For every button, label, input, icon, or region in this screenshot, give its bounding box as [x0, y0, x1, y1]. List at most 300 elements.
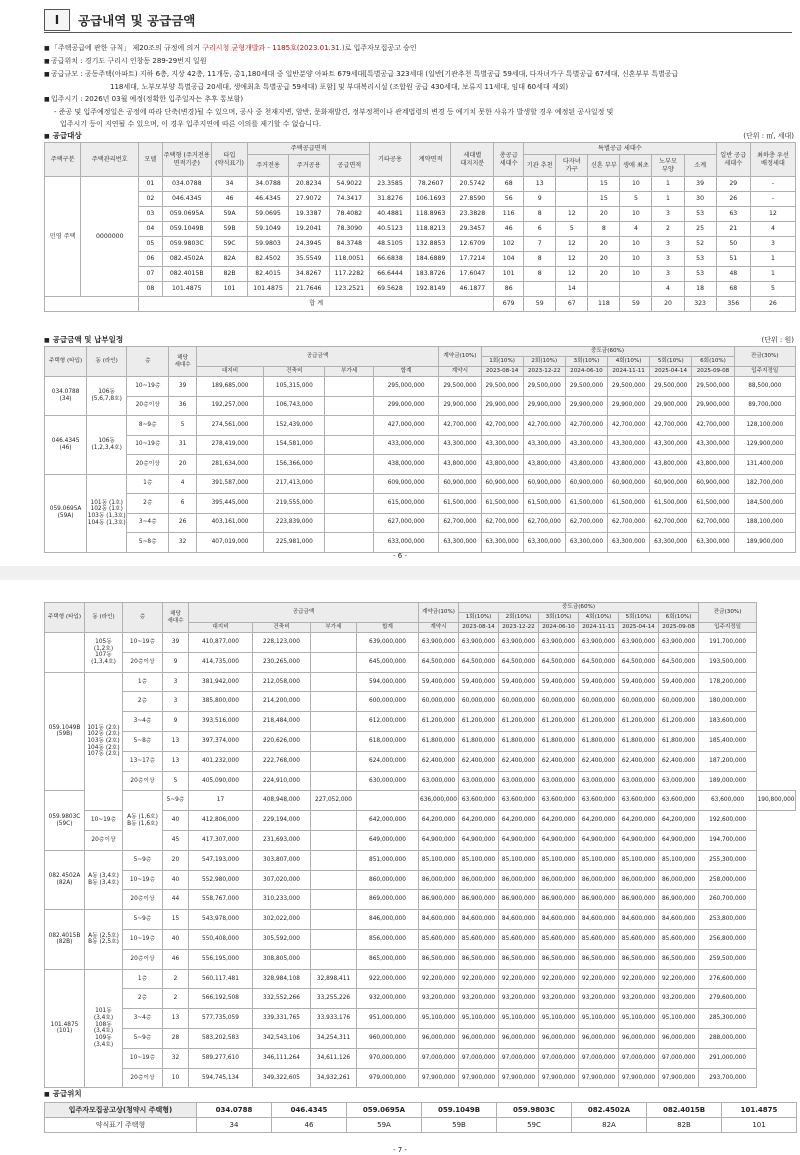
table-cell: [588, 282, 620, 297]
table-cell: 23.3828: [451, 207, 494, 222]
table-cell: 3: [652, 267, 684, 282]
table-cell: 93,200,000: [579, 989, 619, 1009]
col-header: 계약금(10%): [419, 603, 459, 623]
table-cell: 96,000,000: [459, 1028, 499, 1048]
table-cell: 034.0788: [197, 1103, 272, 1118]
table-cell: [311, 751, 357, 771]
table-cell: 61,800,000: [459, 731, 499, 751]
row-header: 입주자모집공고상(청약시 주택형): [45, 1103, 197, 1118]
table-cell: 50: [716, 237, 750, 252]
table-cell: 059.9803C: [497, 1103, 572, 1118]
note-location: ■공급위치 : 경기도 구리시 인창동 289-29번지 일원: [44, 55, 796, 68]
note-move-in: ■입주시기 : 2026년 03월 예정(정확한 입주일자는 추후 통보함): [44, 93, 796, 106]
table-cell: 393,516,000: [189, 712, 253, 732]
dong-cell: A동 (3,4호) B동 (3,4호): [85, 850, 123, 909]
table-cell: 5: [750, 282, 795, 297]
table-cell: 42,700,000: [565, 416, 607, 436]
table-cell: 34,932,261: [311, 1068, 357, 1088]
table-cell: 15: [588, 177, 620, 192]
table-cell: 61,200,000: [459, 712, 499, 732]
table-cell: 86,000,000: [619, 870, 659, 890]
unit-type-cell: 046.4345 (46): [45, 416, 87, 475]
table-cell: 1층: [123, 969, 163, 989]
table-cell: 7: [524, 237, 556, 252]
table-cell: 92,200,000: [499, 969, 539, 989]
table-cell: 64,900,000: [659, 830, 699, 850]
table-cell: 1: [750, 252, 795, 267]
table-cell: 02: [139, 192, 163, 207]
unit-type-cell: [45, 633, 85, 673]
table-cell: 10: [620, 177, 652, 192]
table-cell: 62,700,000: [481, 513, 523, 533]
table-cell: 8: [524, 252, 556, 267]
table-cell: 92,200,000: [419, 969, 459, 989]
table-cell: 19.2041: [288, 222, 329, 237]
table-cell: [311, 949, 357, 969]
table-cell: 86,900,000: [659, 890, 699, 910]
col-header: 주택공급면적: [248, 143, 370, 155]
table-cell: 92,200,000: [579, 969, 619, 989]
table-cell: 96,000,000: [539, 1028, 579, 1048]
table-row: [45, 252, 796, 267]
table-cell: 63,300,000: [439, 533, 481, 553]
table-cell: 93,200,000: [659, 989, 699, 1009]
table-cell: 59A: [211, 207, 247, 222]
table-cell: 307,020,000: [253, 870, 311, 890]
note-approval: ■「주택공급에 관한 규칙」 제20조의 규정에 의거 구리시청 균형개발과 - 1185호(2023.01.31.)로 입주자모집공고 승인: [44, 42, 796, 55]
table-row: [45, 222, 796, 237]
table-cell: 385,800,000: [189, 692, 253, 712]
table-row: [45, 377, 796, 397]
table-cell: 2: [163, 969, 189, 989]
table-cell: 63,900,000: [659, 633, 699, 653]
table-cell: 860,000,000: [357, 870, 419, 890]
table-cell: 21: [716, 222, 750, 237]
table-cell: 63,600,000: [659, 791, 699, 811]
table-cell: 85,600,000: [539, 929, 579, 949]
table-cell: 550,408,000: [189, 929, 253, 949]
table-cell: 43,300,000: [650, 435, 692, 455]
table-cell: 61,800,000: [539, 731, 579, 751]
table-cell: 63,300,000: [523, 533, 565, 553]
table-cell: [311, 771, 357, 791]
table-cell: 278,419,000: [196, 435, 263, 455]
table-cell: 45: [163, 830, 189, 850]
supply-subtitle: ■ 공급대상: [44, 131, 82, 140]
table-cell: [325, 513, 374, 533]
table-cell: 5~9층: [163, 791, 189, 811]
table-cell: 86,900,000: [499, 890, 539, 910]
table-cell: 63,000,000: [579, 771, 619, 791]
table-cell: 59,400,000: [659, 672, 699, 692]
table-cell: 64,200,000: [659, 811, 699, 831]
table-cell: 618,000,000: [357, 731, 419, 751]
table-cell: 856,000,000: [357, 929, 419, 949]
table-cell: 5: [169, 416, 196, 436]
table-cell: 63,000,000: [419, 771, 459, 791]
table-cell: 230,265,000: [253, 652, 311, 672]
table-cell: 260,700,000: [699, 890, 757, 910]
table-cell: 299,000,000: [373, 396, 438, 416]
table-cell: 187,200,000: [699, 751, 757, 771]
table-cell: 86,000,000: [419, 870, 459, 890]
table-cell: 84,600,000: [419, 910, 459, 930]
col-header: 주거전용: [248, 155, 289, 177]
table-cell: 97,900,000: [539, 1068, 579, 1088]
table-cell: 97,000,000: [619, 1048, 659, 1068]
table-cell: 59.0695: [248, 207, 289, 222]
table-cell: 979,000,000: [357, 1068, 419, 1088]
table-cell: 188,100,000: [734, 513, 795, 533]
table-cell: 61,200,000: [499, 712, 539, 732]
table-cell: 332,552,266: [253, 989, 311, 1009]
table-cell: 3~4층: [127, 513, 169, 533]
col-header: 3회(10%): [565, 357, 607, 367]
table-cell: 64,200,000: [419, 811, 459, 831]
table-cell: 63,300,000: [650, 533, 692, 553]
table-cell: 3~4층: [123, 712, 163, 732]
table-cell: 560,117,481: [189, 969, 253, 989]
table-cell: 60,900,000: [650, 474, 692, 494]
table-cell: 32: [163, 1048, 189, 1068]
table-cell: 84.3748: [329, 237, 370, 252]
table-cell: 62,700,000: [650, 513, 692, 533]
table-cell: 86,500,000: [459, 949, 499, 969]
dong-cell: A동 (2,5호) B동 (2,5호): [85, 910, 123, 969]
table-cell: 48.5105: [370, 237, 411, 252]
table-cell: 20.8234: [288, 177, 329, 192]
table-cell: 46: [211, 192, 247, 207]
table-cell: [311, 633, 357, 653]
table-cell: 43,300,000: [481, 435, 523, 455]
table-cell: 97,000,000: [539, 1048, 579, 1068]
table-cell: 31: [169, 435, 196, 455]
table-cell: 42,700,000: [523, 416, 565, 436]
table-cell: 9: [163, 652, 189, 672]
bullet-icon: ■: [44, 58, 50, 65]
table-cell: 2층: [123, 692, 163, 712]
table-cell: 43,800,000: [439, 455, 481, 475]
col-header: 부가세: [311, 623, 357, 633]
table-cell: 95,100,000: [419, 1009, 459, 1029]
table-cell: 06: [139, 252, 163, 267]
note-move-in-detail: - 준공 및 입주예정일은 공정에 따라 단축(변경)될 수 있으며, 공사 중 천재지변, 암반, 문화재발견, 정부정책이나 관계법령의 변경 등 예기치 못한 사유가 발생할 경우 예정된 공사일정 및: [54, 108, 614, 116]
table-cell: -: [750, 192, 795, 207]
table-row: [45, 672, 796, 692]
table-cell: 61,500,000: [565, 494, 607, 514]
table-cell: 97,900,000: [579, 1068, 619, 1088]
table-cell: 29: [716, 177, 750, 192]
table-cell: 082.4015B: [162, 267, 211, 282]
table-cell: 27.8590: [451, 192, 494, 207]
table-cell: 34.8267: [288, 267, 329, 282]
table-cell: 20: [588, 252, 620, 267]
table-cell: 84,600,000: [539, 910, 579, 930]
table-row: [45, 435, 796, 455]
table-cell: 8~9층: [127, 416, 169, 436]
table-row: [45, 751, 796, 771]
table-cell: 96,000,000: [619, 1028, 659, 1048]
table-cell: 381,942,000: [189, 672, 253, 692]
table-cell: 960,000,000: [357, 1028, 419, 1048]
table-cell: 97,000,000: [419, 1048, 459, 1068]
table-cell: 29,500,000: [650, 377, 692, 397]
table-cell: 85,100,000: [459, 850, 499, 870]
table-cell: 395,445,000: [196, 494, 263, 514]
table-cell: 218,484,000: [253, 712, 311, 732]
table-cell: 59,400,000: [539, 672, 579, 692]
table-cell: 20: [588, 207, 620, 222]
table-cell: 189,000,000: [699, 771, 757, 791]
table-cell: 66.6444: [370, 267, 411, 282]
table-cell: 101.4875: [722, 1103, 797, 1118]
unit-type-cell: 082.4502A (82A): [45, 850, 85, 909]
table-cell: 61,200,000: [539, 712, 579, 732]
table-cell: 97,900,000: [499, 1068, 539, 1088]
table-cell: 01: [139, 177, 163, 192]
table-cell: 95,100,000: [539, 1009, 579, 1029]
table-cell: 43,300,000: [692, 435, 734, 455]
table-cell: [311, 830, 357, 850]
total-cell: 323: [684, 297, 716, 312]
table-cell: 03: [139, 207, 163, 222]
table-cell: 86,900,000: [539, 890, 579, 910]
col-header: 일반 공급 세대수: [716, 143, 750, 177]
table-cell: 566,192,508: [189, 989, 253, 1009]
table-cell: 577,735,059: [189, 1009, 253, 1029]
table-row: [45, 989, 796, 1009]
payment-table: [44, 346, 796, 553]
table-cell: 61,800,000: [659, 731, 699, 751]
table-cell: [311, 731, 357, 751]
table-cell: 86,500,000: [659, 949, 699, 969]
table-cell: 40.4881: [370, 207, 411, 222]
table-cell: 85,600,000: [579, 929, 619, 949]
table-cell: 212,058,000: [253, 672, 311, 692]
table-cell: 059.0695A: [347, 1103, 422, 1118]
table-cell: 10: [163, 1068, 189, 1088]
col-header: 4회(10%): [579, 613, 619, 623]
table-cell: 29,500,000: [481, 377, 523, 397]
table-cell: 433,000,000: [373, 435, 438, 455]
table-cell: 95,100,000: [459, 1009, 499, 1029]
table-cell: 40: [163, 870, 189, 890]
table-cell: 63,300,000: [608, 533, 650, 553]
table-cell: 279,600,000: [699, 989, 757, 1009]
table-cell: 61,200,000: [419, 712, 459, 732]
table-cell: 219,555,000: [264, 494, 325, 514]
table-cell: 224,910,000: [253, 771, 311, 791]
table-cell: 82A: [572, 1118, 647, 1133]
table-cell: 12: [556, 267, 588, 282]
table-cell: 28: [163, 1028, 189, 1048]
table-cell: [311, 929, 357, 949]
col-header: 다자녀 가구: [556, 155, 588, 177]
col-header: 세대별 대지지분: [451, 143, 494, 177]
table-cell: 922,000,000: [357, 969, 419, 989]
col-header: 합계: [373, 367, 438, 377]
table-cell: 869,000,000: [357, 890, 419, 910]
table-cell: [325, 416, 374, 436]
table-cell: 21.7646: [288, 282, 329, 297]
table-cell: 63,600,000: [619, 791, 659, 811]
table-cell: 046.4345: [272, 1103, 347, 1118]
table-cell: 64,500,000: [619, 652, 659, 672]
table-row: [45, 455, 796, 475]
table-cell: 64,200,000: [619, 811, 659, 831]
col-header: 해당 세대수: [169, 347, 196, 377]
table-cell: 19.3387: [288, 207, 329, 222]
table-cell: 62,400,000: [659, 751, 699, 771]
table-cell: 5: [620, 192, 652, 207]
table-cell: 86,900,000: [579, 890, 619, 910]
table-cell: [311, 692, 357, 712]
table-cell: 92,200,000: [619, 969, 659, 989]
col-header: 입주지정일: [699, 623, 757, 633]
table-cell: 8: [588, 222, 620, 237]
col-header: 6회(10%): [659, 613, 699, 623]
table-cell: 63,600,000: [699, 791, 757, 811]
col-header: 기타공용: [370, 143, 411, 177]
table-cell: 342,543,106: [253, 1028, 311, 1048]
table-row: [45, 633, 796, 653]
table-row: [45, 1028, 796, 1048]
table-cell: 2층: [123, 989, 163, 1009]
table-cell: 84,600,000: [619, 910, 659, 930]
table-cell: 190,800,000: [757, 791, 796, 811]
table-cell: 276,600,000: [699, 969, 757, 989]
table-cell: [311, 850, 357, 870]
table-cell: 408,948,000: [253, 791, 311, 811]
col-header: 2023-12-22: [499, 623, 539, 633]
col-header: 2025-09-08: [692, 367, 734, 377]
table-cell: 1층: [123, 672, 163, 692]
table-cell: 101.4875: [248, 282, 289, 297]
col-header: 소계: [684, 155, 716, 177]
table-cell: 18: [684, 282, 716, 297]
table-cell: 33,933,176: [311, 1009, 357, 1029]
col-header: 계약시: [419, 623, 459, 633]
table-cell: 228,123,000: [253, 633, 311, 653]
table-cell: 180,000,000: [699, 692, 757, 712]
table-cell: 649,000,000: [357, 830, 419, 850]
table-cell: 600,000,000: [357, 692, 419, 712]
unit-type-cell: 059.1049B (59B): [45, 672, 85, 791]
col-header: 계약금(10%): [439, 347, 481, 367]
table-cell: 5~8층: [127, 533, 169, 553]
total-cell: 679: [494, 297, 524, 312]
table-cell: 229,194,000: [253, 811, 311, 831]
notice-list: [44, 42, 796, 130]
table-cell: 10~19층: [85, 811, 123, 831]
table-cell: 86,500,000: [619, 949, 659, 969]
table-cell: [325, 435, 374, 455]
table-cell: 034.0788: [162, 177, 211, 192]
col-header: 4회(10%): [608, 357, 650, 367]
document-page-6: [0, 0, 800, 566]
table-cell: 8: [524, 207, 556, 222]
table-cell: 1: [652, 177, 684, 192]
table-cell: 42,700,000: [481, 416, 523, 436]
table-cell: 84,600,000: [659, 910, 699, 930]
table-cell: 305,592,000: [253, 929, 311, 949]
table-cell: 12: [556, 237, 588, 252]
table-cell: 42,700,000: [692, 416, 734, 436]
table-cell: 63,000,000: [619, 771, 659, 791]
table-cell: 46: [163, 949, 189, 969]
table-cell: 86,500,000: [419, 949, 459, 969]
table-cell: 69.5628: [370, 282, 411, 297]
table-row: [45, 692, 796, 712]
table-cell: 6: [524, 222, 556, 237]
table-cell: 3: [652, 252, 684, 267]
col-header: 노부모 부양: [652, 155, 684, 177]
table-cell: -: [750, 177, 795, 192]
table-cell: 308,805,000: [253, 949, 311, 969]
table-cell: 43,300,000: [565, 435, 607, 455]
dong-cell: 106동 (1,2,3,4호): [87, 416, 127, 475]
table-cell: 10~19층: [123, 929, 163, 949]
table-cell: 36: [169, 396, 196, 416]
table-cell: 43,800,000: [692, 455, 734, 475]
table-cell: 26: [716, 192, 750, 207]
table-cell: 85,600,000: [619, 929, 659, 949]
table-cell: 63,900,000: [499, 633, 539, 653]
table-row: [45, 533, 796, 553]
table-cell: 82.4502: [248, 252, 289, 267]
table-cell: 85,600,000: [419, 929, 459, 949]
table-cell: 194,700,000: [699, 830, 757, 850]
total-label: 합 계: [139, 297, 494, 312]
col-header: 층: [127, 347, 169, 377]
section-title: 공급내역 및 공급금액: [78, 13, 196, 28]
col-header: 중도금(60%): [459, 603, 699, 613]
table-cell: 63,900,000: [459, 633, 499, 653]
payment-unit: (단위 : 원): [761, 336, 794, 344]
table-cell: 29,500,000: [608, 377, 650, 397]
table-cell: 97,000,000: [499, 1048, 539, 1068]
table-cell: 20층이상: [85, 830, 123, 850]
table-cell: [311, 811, 357, 831]
table-cell: 5~8층: [123, 731, 163, 751]
table-cell: 24.3945: [288, 237, 329, 252]
bullet-icon: ■: [44, 337, 50, 344]
table-cell: 85,100,000: [659, 850, 699, 870]
table-cell: 4: [620, 222, 652, 237]
table-cell: 29,500,000: [439, 377, 481, 397]
table-cell: 302,022,000: [253, 910, 311, 930]
document-page-7: [0, 580, 800, 1155]
table-row: [45, 1068, 796, 1088]
note-move-in-detail-2: 입주시기 등이 지연될 수 있으며, 이 경우 입주지연에 따른 이의를 제기할 수 없습니다.: [60, 120, 322, 128]
table-cell: [325, 474, 374, 494]
table-cell: 17.6047: [451, 267, 494, 282]
table-row: [45, 771, 796, 791]
table-cell: 192,257,000: [196, 396, 263, 416]
table-cell: 46: [272, 1118, 347, 1133]
table-cell: 39: [684, 177, 716, 192]
table-cell: 29,500,000: [692, 377, 734, 397]
col-header: 주택구분: [45, 143, 81, 177]
table-cell: 116: [494, 207, 524, 222]
table-cell: 43,800,000: [481, 455, 523, 475]
table-cell: 10~19층: [123, 870, 163, 890]
table-cell: 2: [652, 222, 684, 237]
table-cell: 63,000,000: [659, 771, 699, 791]
table-cell: 059.0695A: [162, 207, 211, 222]
table-cell: 86,500,000: [579, 949, 619, 969]
table-cell: 60,000,000: [499, 692, 539, 712]
